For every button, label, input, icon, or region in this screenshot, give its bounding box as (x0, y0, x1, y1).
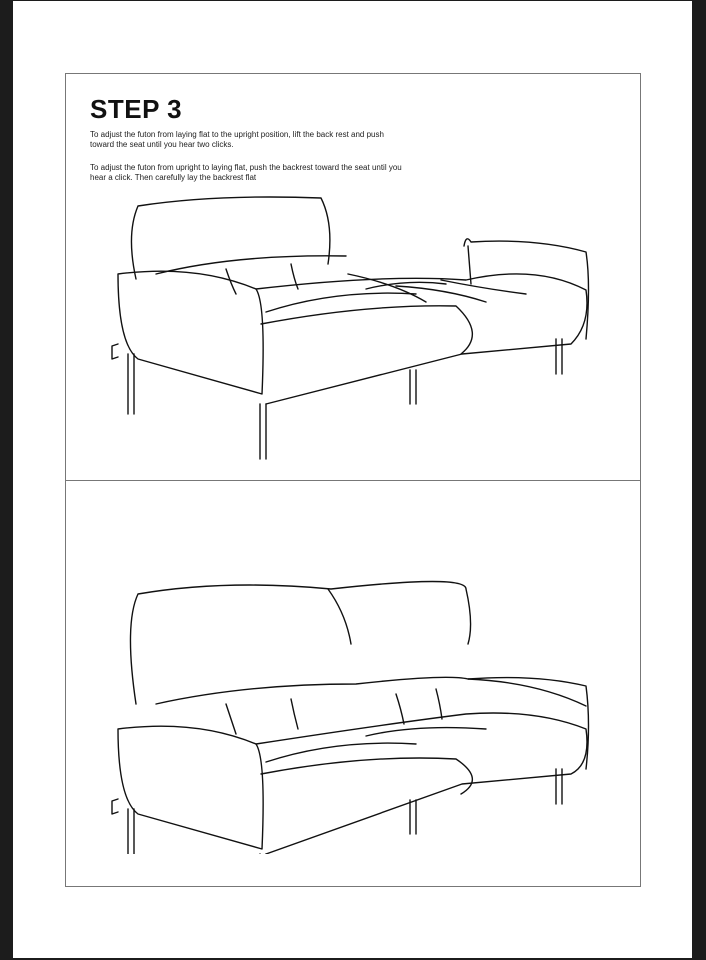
instruction-flat: To adjust the futon from upright to laying flat, push the backrest toward the seat until you hear a click. Then carefully lay the backrest flat (90, 163, 402, 182)
futon-half-flat-illustration (66, 194, 640, 474)
manual-page (13, 1, 692, 958)
instruction-upright: To adjust the futon from laying flat to the upright position, lift the back rest and push toward the seat until you hear two clicks. (90, 130, 384, 149)
futon-upright-illustration (66, 564, 640, 854)
step-title: STEP 3 (90, 94, 183, 124)
section-divider (66, 480, 640, 481)
instruction-frame (65, 73, 641, 887)
